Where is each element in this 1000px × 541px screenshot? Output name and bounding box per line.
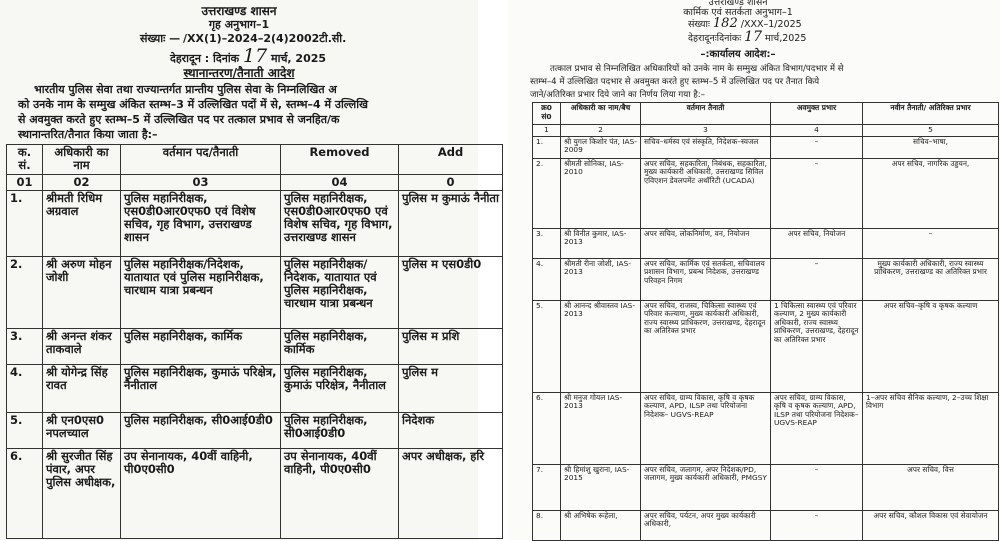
right-row-new: – [863, 228, 999, 258]
left-row-sn: 4. [7, 365, 43, 413]
left-gov-heading: उत्तराखण्ड शासन [201, 4, 277, 18]
right-row-new: अपर सचिव–कृषि व कृषक कल्याण [863, 300, 999, 392]
table-row [533, 300, 999, 392]
left-transfer-order [0, 0, 499, 540]
left-col-sn: क. सं. [7, 145, 43, 175]
left-col-number-row [7, 175, 503, 191]
right-number-label: संख्याः [688, 19, 710, 30]
right-place-date-label: देहरादूनःदिनांकः [688, 33, 742, 44]
left-row-name: श्री एन0एस0 नपलच्याल [43, 413, 121, 449]
right-colnum-3: 3 [641, 125, 771, 137]
right-date-day: 17 [744, 29, 762, 45]
left-row-removed: पुलिस महानिरीक्षक, कार्मिक [281, 329, 399, 365]
left-row-removed: पुलिस महानिरीक्षक, सी0आई0डी0 [281, 413, 399, 449]
left-colnum-2: 02 [43, 175, 121, 191]
table-row [7, 365, 503, 413]
right-row-sn: 7. [533, 464, 561, 510]
left-row-added: पुलिस म एस0डी0 [399, 257, 503, 329]
right-officer-table [532, 102, 999, 541]
right-row-name: श्री हिमांशु खुराना, IAS-2015 [561, 464, 641, 510]
left-row-name: श्री अनन्त शंकर ताकवाले [43, 329, 121, 365]
left-row-sn: 5. [7, 413, 43, 449]
left-row-current: पुलिस महानिरीक्षक/निदेशक, यातायात एवं पुलिस महानिरीक्षक, चारधाम यात्रा प्रबन्धन [121, 257, 281, 329]
right-row-relieved: – [771, 510, 863, 540]
left-place-date-label: देहरादून : दिनांक [170, 52, 240, 65]
left-row-current: पुलिस महानिरीक्षक, एस0डी0आर0एफ0 एवं विशेष सचिव, गृह विभाग, उत्तराखण्ड शासन [121, 191, 281, 257]
right-colnum-4: 4 [771, 125, 863, 137]
left-row-removed: पुलिस महानिरीक्षक, कुमाऊं परिक्षेत्र, नैनीताल [281, 365, 399, 413]
right-row-current: अपर सचिव, जलागम, अपर निदेशक/PD, जलागम, मुख्य कार्यकारी अधिकारी, PMGSY [641, 464, 771, 510]
right-row-relieved: – [771, 258, 863, 300]
right-row-current: अपर सचिव, सहकारिता, निबंधक, सहकारिता, मुख्य कार्यकारी अधिकारी, उत्तराखण्ड सिविल एविएशन डेवलपमेंट अथॉरिटी (UCADA) [641, 158, 771, 228]
right-row-sn: 4. [533, 258, 561, 300]
right-col-relieved: अवमुक्त प्रभार [771, 103, 863, 125]
left-row-name: श्रीमती रिधिम अग्रवाल [43, 191, 121, 257]
table-row [533, 136, 999, 158]
right-row-sn: 5. [533, 300, 561, 392]
right-row-name: श्री विनीत कुमार, IAS-2013 [561, 228, 641, 258]
right-row-name: श्री अभिषेक रूहेला, [561, 510, 641, 540]
left-number-label: संख्याः [140, 32, 166, 45]
right-row-name: श्रीमती रीना जोशी, IAS-2013 [561, 258, 641, 300]
left-row-name: श्री सुरजीत सिंह पंवार, अपर पुलिस अधीक्षक, [43, 449, 121, 539]
left-body-line-1: भारतीय पुलिस सेवा तथा राज्यान्तर्गत प्रान्तीय पुलिस सेवा के निम्नलिखित अ [34, 83, 337, 96]
right-number-value: /XXX–1/2025 [740, 19, 802, 30]
right-row-sn: 8. [533, 510, 561, 540]
right-order-title: –:कार्यालय आदेश:– [700, 49, 776, 60]
left-row-current: पुलिस महानिरीक्षक, कार्मिक [121, 329, 281, 365]
left-col-added: Add [399, 145, 503, 175]
left-row-added: पुलिस म कुमाऊं नैनीता [399, 191, 503, 257]
left-row-name: श्री अरुण मोहन जोशी [43, 257, 121, 329]
right-row-current: सचिव–धर्मस्व एवं संस्कृति, निदेशक–स्वजल [641, 136, 771, 158]
left-row-sn: 1. [7, 191, 43, 257]
right-colnum-2: 2 [561, 125, 641, 137]
table-row [7, 449, 503, 539]
right-section-heading: कार्मिक एवं सतर्कता अनुभाग–1 [683, 7, 793, 18]
right-row-current: अपर सचिव, पर्यटन, अपर मुख्य कार्यकारी अधिकारी, [641, 510, 771, 540]
right-date-rest: मार्च,2025 [765, 33, 807, 44]
table-row [533, 510, 999, 540]
left-row-removed: पुलिस महानिरीक्षक/निदेशक, यातायात एवं पुलिस महानिरीक्षक, चारधाम यात्रा प्रबन्धन [281, 257, 399, 329]
right-row-new: अपर सचिव, नागरिक उड्डयन, [863, 158, 999, 228]
right-row-relieved: – [771, 158, 863, 228]
table-row [7, 329, 503, 365]
left-row-removed: पुलिस महानिरीक्षक, एस0डी0आर0एफ0 एवं विशेष सचिव, गृह विभाग, उत्तराखण्ड शासन [281, 191, 399, 257]
left-row-sn: 2. [7, 257, 43, 329]
left-order-title: स्थानान्तरण/तैनाती आदेश [183, 66, 295, 80]
right-gov-heading: उत्तराखण्ड शासन [708, 0, 768, 8]
left-table-header [7, 145, 503, 175]
left-row-current: उप सेनानायक, 40वीं वाहिनी, पी0ए0सी0 [121, 449, 281, 539]
left-row-added: निदेशक [399, 413, 503, 449]
right-row-current: अपर सचिव, ग्राम्य विकास, कृषि व कृषक कल्याण, APD, ILSP तथा परियोजना निदेशक– UGVS-REAP [641, 392, 771, 464]
right-number-hand: 182 [712, 16, 738, 31]
table-row [7, 191, 503, 257]
right-row-relieved: – [771, 136, 863, 158]
table-row [533, 464, 999, 510]
right-colnum-1: 1 [533, 125, 561, 137]
left-colnum-1: 01 [7, 175, 43, 191]
right-col-current: वर्तमान तैनाती [641, 103, 771, 125]
right-row-sn: 6. [533, 392, 561, 464]
left-date-rest: मार्च, 2025 [271, 52, 327, 65]
table-row [7, 257, 503, 329]
right-colnum-5: 5 [863, 125, 999, 137]
right-row-sn: 3. [533, 228, 561, 258]
left-row-current: पुलिस महानिरीक्षक, कुमाऊं परिक्षेत्र, नैनीताल [121, 365, 281, 413]
left-row-current: पुलिस महानिरीक्षक, सी0आई0डी0 [121, 413, 281, 449]
left-officer-table [6, 144, 503, 539]
left-col-removed: Removed [281, 145, 399, 175]
left-colnum-5: 0 [399, 175, 503, 191]
left-body-line-4: स्थानान्तरित/तैनात किया जाता है:– [18, 128, 158, 141]
left-row-added: पुलिस म प्रशि [399, 329, 503, 365]
table-row [533, 228, 999, 258]
right-body-line-1: तत्काल प्रभाव से निम्नलिखित अधिकारियों को उनके नाम के सम्मुख अंकित विभाग/पदभार में से [550, 64, 844, 74]
right-row-sn: 1. [533, 136, 561, 158]
left-row-removed: उप सेनानायक, 40वीं वाहिनी, पी0ए0सी0 [281, 449, 399, 539]
right-row-relieved: अपर सचिव, नियोजन [771, 228, 863, 258]
right-row-current: अपर सचिव, लोकनिर्माण, वन, नियोजन [641, 228, 771, 258]
right-row-current: अपर सचिव, कार्मिक एवं सतर्कता, सचिवालय प्रशासन विभाग, प्रबन्ध निदेशक, उत्तराखण्ड परिवहन निगम [641, 258, 771, 300]
right-row-new: अपर सचिव, कौशल विकास एवं सेवायोजन [863, 510, 999, 540]
right-office-order [508, 0, 1000, 540]
left-row-added: पुलिस म [399, 365, 503, 413]
right-row-name: श्री युगल किशोर पंत, IAS-2009 [561, 136, 641, 158]
left-date-day: 17 [242, 45, 268, 67]
right-row-current: अपर सचिव, राजस्व, चिकित्सा स्वास्थ्य एवं परिवार कल्याण, मुख्य कार्यकारी अधिकारी, राज्य स्वास्थ्य प्राधिकरण, उत्तराखण्ड, देहरादून का अतिरिक्त प्रभार [641, 300, 771, 392]
right-col-number-row [533, 125, 999, 137]
left-body-line-3: से अवमुक्त करते हुए स्तम्भ–5 में उल्लिखित पद पर तत्काल प्रभाव से जनहित/क [18, 113, 340, 126]
right-col-new: नवीन तैनाती/ अतिरिक्त प्रभार [863, 103, 999, 125]
left-row-sn: 6. [7, 449, 43, 539]
right-col-sn: क्र0 सं0 [533, 103, 561, 125]
left-number-value: /XX(1)–2024–2(4)2002टी.सी. [183, 32, 347, 45]
left-row-name: श्री योगेन्द्र सिंह रावत [43, 365, 121, 413]
right-row-relieved: – [771, 464, 863, 510]
right-row-new: 1–अपर सचिव सैनिक कल्याण, 2–उच्च शिक्षा विभाग [863, 392, 999, 464]
right-row-new: सचिव–भाषा, [863, 136, 999, 158]
table-row [533, 158, 999, 228]
left-col-name: अधिकारी का नाम [43, 145, 121, 175]
left-row-added: अपर अधीक्षक, हरि [399, 449, 503, 539]
right-body-line-3: जाने/अतिरिक्त प्रभार दिये जाने का निर्णय लिया गया है:– [530, 90, 705, 100]
left-col-current: वर्तमान पद/तैनाती [121, 145, 281, 175]
table-row [533, 392, 999, 464]
right-row-relieved: 1 चिकित्सा स्वास्थ्य एवं परिवार कल्याण, 2 मुख्य कार्यकारी अधिकारी, राज्य स्वास्थ्य प्राधिकरण, उत्तराखण्ड, देहरादून का अतिरिक्त प्रभार [771, 300, 863, 392]
table-row [7, 413, 503, 449]
right-row-new: मुख्य कार्यकारी अधिकारी, राज्य स्वास्थ्य प्राधिकरण, उत्तराखण्ड का अतिरिक्त प्रभार [863, 258, 999, 300]
right-row-sn: 2. [533, 158, 561, 228]
left-colnum-3: 03 [121, 175, 281, 191]
right-row-name: श्री मनुज गोयल IAS-2013 [561, 392, 641, 464]
left-body-line-2: को उनके नाम के सम्मुख अंकित स्तम्भ–3 में उल्लिखित पदों में से, स्तम्भ–4 में उल्लिखि [18, 98, 369, 111]
left-section-heading: गृह अनुभाग–1 [208, 18, 270, 31]
table-row [533, 258, 999, 300]
right-table-header [533, 103, 999, 125]
right-row-name: श्री आनन्द श्रीवास्तव IAS-2013 [561, 300, 641, 392]
right-col-name: अधिकारी का नाम/बैच [561, 103, 641, 125]
right-body-line-2: स्तम्भ–4 में उल्लिखित पदभार से अवमुक्त करते हुए स्तम्भ–5 में उल्लिखित पद पर तैनात किये [530, 77, 820, 87]
left-colnum-4: 04 [281, 175, 399, 191]
right-row-relieved: अपर सचिव, ग्राम्य विकास, कृषि व कृषक कल्याण, APD, ILSP तथा परियोजना निदेशक– UGVS-REAP [771, 392, 863, 464]
right-row-new: अपर सचिव, वित्त [863, 464, 999, 510]
right-row-name: श्रीमती सोनिका, IAS-2010 [561, 158, 641, 228]
left-order-number: संख्याः — /XX(1)–2024–2(4)2002टी.सी. [140, 32, 347, 45]
left-row-sn: 3. [7, 329, 43, 365]
right-place-date [688, 29, 806, 45]
